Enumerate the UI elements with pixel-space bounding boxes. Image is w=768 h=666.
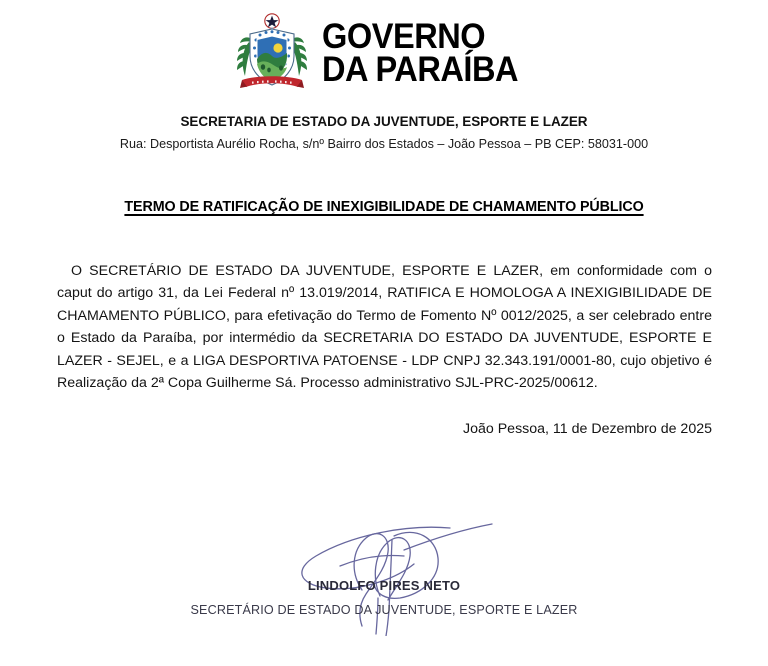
secretaria-name: SECRETARIA DE ESTADO DA JUVENTUDE, ESPORTE E LAZER — [180, 114, 588, 129]
wordmark-line-2: DA PARAÍBA — [321, 50, 518, 89]
brasao-paraiba-icon — [236, 12, 308, 96]
date-line: João Pessoa, 11 de Dezembro de 2025 — [463, 420, 712, 437]
wordmark-line-1: GOVERNO — [321, 17, 485, 57]
secretaria-address: Rua: Desportista Aurélio Rocha, s/nº Bairro dos Estados – João Pessoa – PB CEP: 58031-000 — [119, 137, 649, 151]
signature-block — [0, 506, 768, 666]
document-title-text: TERMO DE RATIFICAÇÃO DE INEXIGIBILIDADE DE CHAMAMENTO PÚBLICO — [124, 199, 644, 215]
document-body: O SECRETÁRIO DE ESTADO DA JUVENTUDE, ESPORTE E LAZER, em conformidade com o caput do artigo 31, da Lei Federal nº 13.019/2014, RATIFICA E HOMOLOGA A INEXIGIBILIDADE DE CHAMAMENTO PÚBLICO, para efetivação do Termo de Fomento Nº 0012/2025, a ser celebrado entre o Estado da Paraíba, por intermédio da SECRETARIA DO ESTADO DA JUVENTUDE, ESPORTE E LAZER - SEJEL, e a LIGA DESPORTIVA PATOENSE - LDP CNPJ 32.343.191/0001-80, cujo objetivo é Realização da 2ª Copa Guilherme Sá. Processo administrativo SJL-PRC-2025/00612. — [57, 263, 712, 392]
signatory-role: SECRETÁRIO DE ESTADO DA JUVENTUDE, ESPORTE E LAZER — [190, 603, 578, 617]
signatory-name: LINDOLFO PIRES NETO — [307, 578, 461, 593]
letterhead — [0, 0, 768, 89]
government-wordmark — [321, 17, 533, 89]
document-title — [0, 199, 768, 215]
